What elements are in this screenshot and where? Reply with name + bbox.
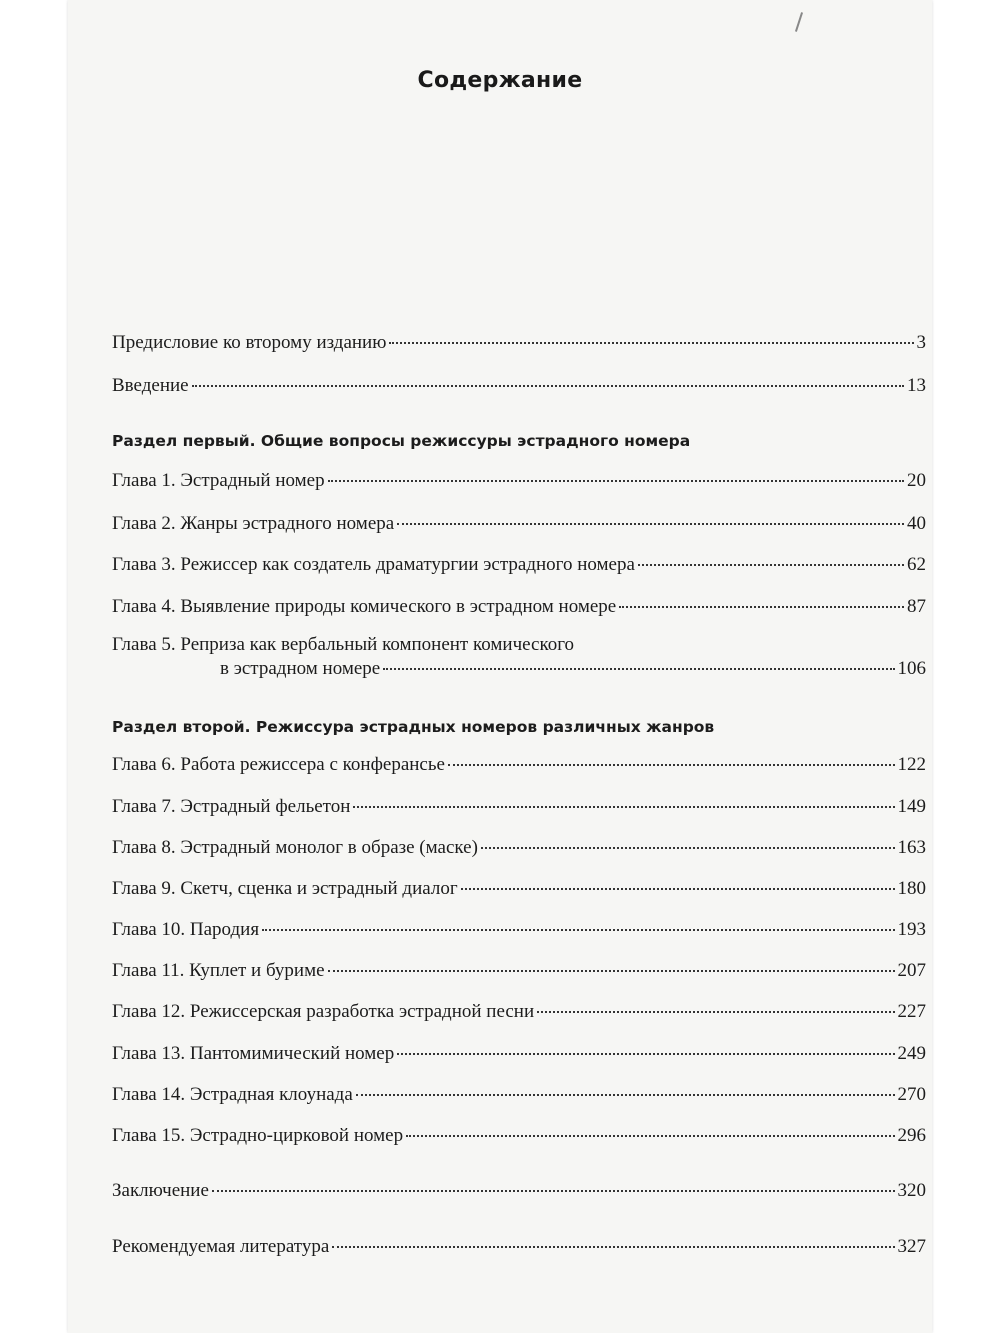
book-page <box>68 0 932 1333</box>
leader-dots <box>397 523 904 525</box>
leader-dots <box>397 1053 894 1055</box>
toc-entry-chapter-12[interactable] <box>112 1001 926 1023</box>
leader-dots <box>389 342 913 344</box>
toc-entry-label: Глава 9. Скетч, сценка и эстрадный диалог <box>112 878 458 899</box>
toc-entry-chapter-4[interactable] <box>112 596 926 618</box>
toc-page-number: 296 <box>897 1125 926 1146</box>
toc-entry-introduction[interactable] <box>112 375 926 397</box>
leader-dots <box>537 1011 894 1013</box>
leader-dots <box>481 847 895 849</box>
toc-page-number: 106 <box>897 658 926 679</box>
toc-entry-label: Глава 7. Эстрадный фельетон <box>112 796 351 817</box>
toc-page-number: 227 <box>897 1001 926 1022</box>
toc-entry-chapter-11[interactable] <box>112 960 926 982</box>
toc-page-number: 3 <box>916 332 926 353</box>
toc-page-number: 122 <box>897 754 926 775</box>
toc-entry-chapter-15[interactable] <box>112 1125 926 1147</box>
toc-entry-label: Глава 6. Работа режиссера с конферансье <box>112 754 445 775</box>
toc-page-number: 87 <box>907 596 926 617</box>
toc-entry-label: Глава 10. Пародия <box>112 919 260 940</box>
leader-dots <box>406 1135 894 1137</box>
toc-entry-preface[interactable] <box>112 332 926 354</box>
toc-entry-label: Рекомендуемая литература <box>112 1236 330 1257</box>
leader-dots <box>461 888 895 890</box>
toc-entry-chapter-7[interactable] <box>112 796 926 818</box>
pencil-mark <box>795 12 803 32</box>
toc-entry-bibliography[interactable] <box>112 1236 926 1258</box>
leader-dots <box>212 1190 895 1192</box>
leader-dots <box>262 929 894 931</box>
toc-entry-label: Глава 2. Жанры эстрадного номера <box>112 513 395 534</box>
toc-entry-label: Глава 4. Выявление природы комического в эстрадном номере <box>112 596 617 617</box>
leader-dots <box>353 806 894 808</box>
toc-page-number: 180 <box>897 878 926 899</box>
toc-entry-chapter-14[interactable] <box>112 1084 926 1106</box>
toc-page-number: 270 <box>897 1084 926 1105</box>
toc-entry-chapter-3[interactable] <box>112 554 926 576</box>
toc-entry-label: Глава 15. Эстрадно-цирковой номер <box>112 1125 404 1146</box>
leader-dots <box>383 668 894 670</box>
toc-entry-label: Глава 3. Режиссер как создатель драматургии эстрадного номера <box>112 554 635 575</box>
toc-entry-label: Глава 14. Эстрадная клоунада <box>112 1084 353 1105</box>
toc-entry-label: Глава 1. Эстрадный номер <box>112 470 325 491</box>
toc-entry-label: Глава 12. Режиссерская разработка эстрадной песни <box>112 1001 535 1022</box>
toc-entry-chapter-13[interactable] <box>112 1043 926 1065</box>
leader-dots <box>328 970 895 972</box>
toc-page-number: 40 <box>907 513 926 534</box>
toc-page-number: 207 <box>897 960 926 981</box>
leader-dots <box>356 1094 895 1096</box>
toc-page-number: 249 <box>897 1043 926 1064</box>
toc-entry-chapter-2[interactable] <box>112 513 926 535</box>
toc-page-number: 327 <box>897 1236 926 1257</box>
toc-entry-chapter-8[interactable] <box>112 837 926 859</box>
leader-dots <box>448 764 895 766</box>
section-heading: Раздел первый. Общие вопросы режиссуры эстрадного номера <box>112 432 691 450</box>
toc-entry-chapter-9[interactable] <box>112 878 926 900</box>
toc-page-number: 20 <box>907 470 926 491</box>
toc-entry-label: Предисловие ко второму изданию <box>112 332 387 353</box>
leader-dots <box>328 480 904 482</box>
toc-entry-chapter-10[interactable] <box>112 919 926 941</box>
toc-entry-chapter-1[interactable] <box>112 470 926 492</box>
section-heading: Раздел второй. Режиссура эстрадных номеров различных жанров <box>112 718 715 736</box>
leader-dots <box>638 564 904 566</box>
toc-entry-label: Введение <box>112 375 189 396</box>
toc-entry-label: Заключение <box>112 1180 209 1201</box>
toc-page-number: 320 <box>897 1180 926 1201</box>
toc-page-number: 193 <box>897 919 926 940</box>
leader-dots <box>332 1246 894 1248</box>
toc-page-number: 163 <box>897 837 926 858</box>
toc-entry-label: Глава 5. Реприза как вербальный компонент комического <box>112 634 575 655</box>
toc-page-number: 149 <box>897 796 926 817</box>
page-title: Содержание <box>417 68 583 93</box>
toc-entry-chapter-5[interactable] <box>112 632 926 680</box>
toc-entry-label: Глава 8. Эстрадный монолог в образе (маске) <box>112 837 478 858</box>
toc-entry-label: Глава 13. Пантомимический номер <box>112 1043 395 1064</box>
toc-page-number: 13 <box>907 375 926 396</box>
toc-page-number: 62 <box>907 554 926 575</box>
leader-dots <box>619 606 904 608</box>
toc-entry-label-continued: в эстрадном номере <box>220 658 381 679</box>
toc-entry-conclusion[interactable] <box>112 1180 926 1202</box>
toc-entry-chapter-6[interactable] <box>112 754 926 776</box>
toc-entry-label: Глава 11. Куплет и буриме <box>112 960 325 981</box>
leader-dots <box>192 385 904 387</box>
